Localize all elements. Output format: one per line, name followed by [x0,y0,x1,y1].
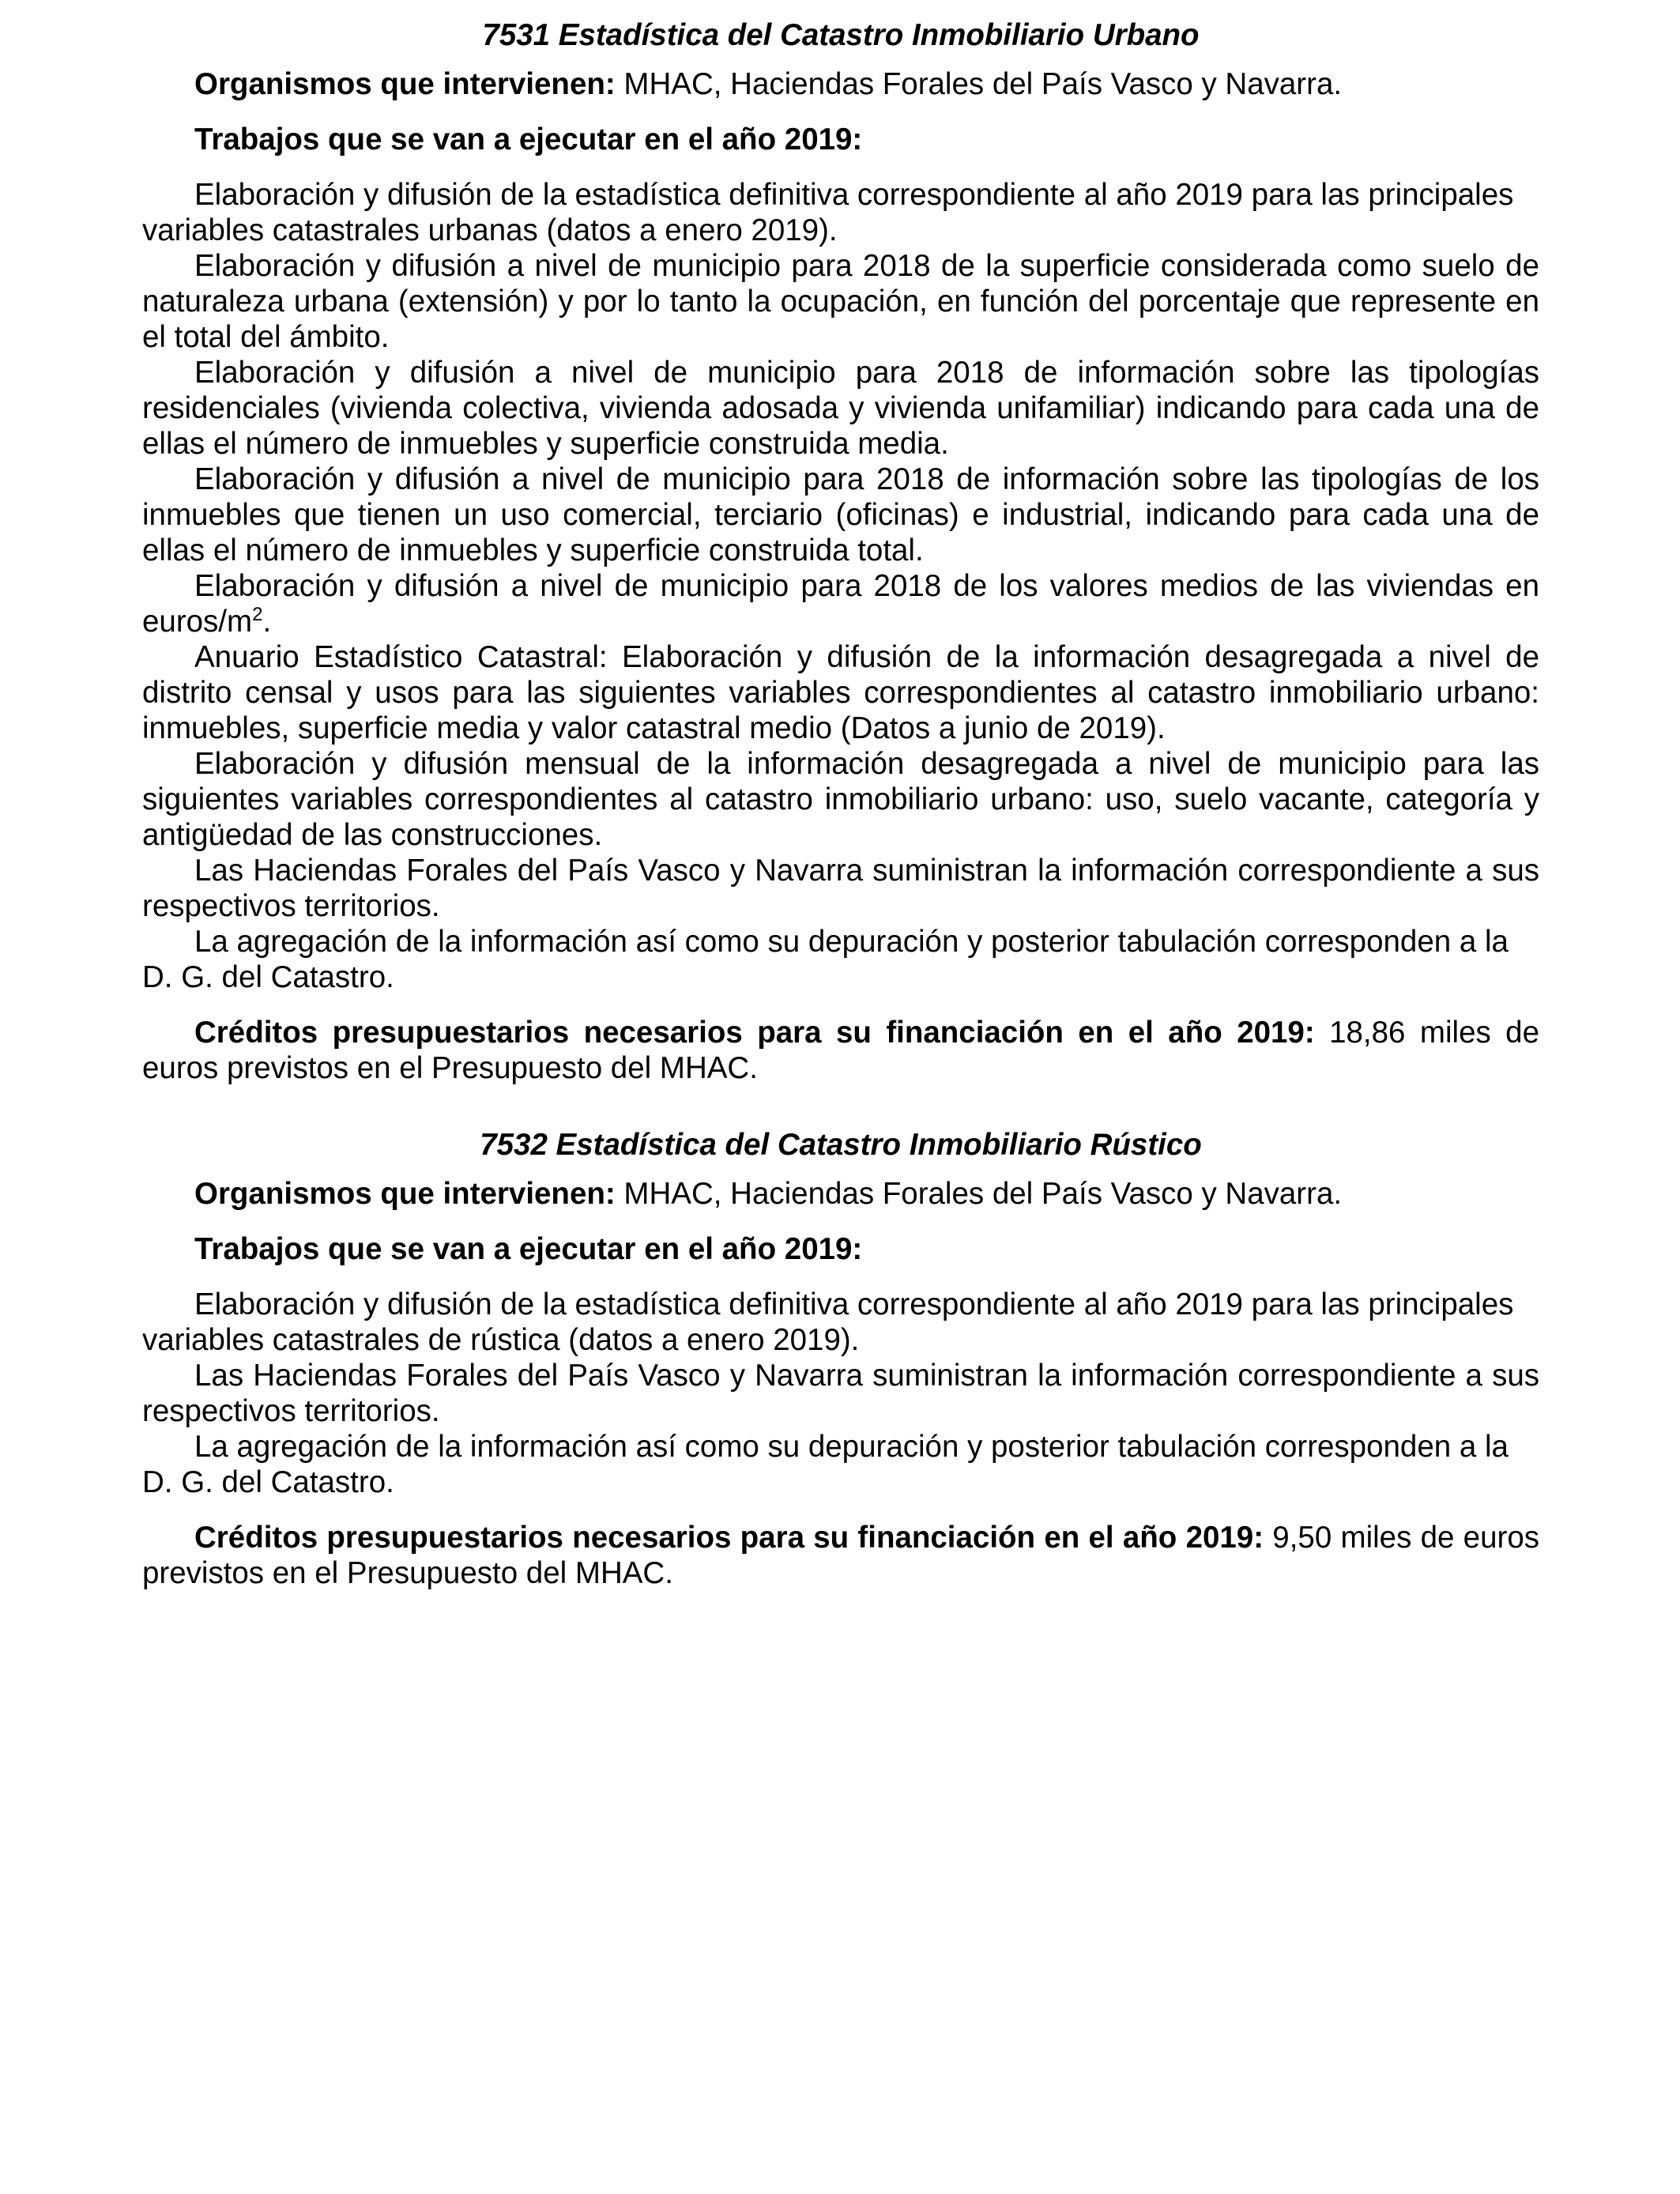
creditos-value: 9,50 miles de euros previstos en el Presupuesto del MHAC. [142,1521,1539,1590]
section-title: 7531 Estadística del Catastro Inmobiliario Urbano [482,18,1200,52]
trabajo-paragraph-valores [142,568,1539,639]
creditos-line [142,1015,1539,1086]
trabajos-heading [142,1231,1539,1267]
organismos-value: MHAC, Haciendas Forales del País Vasco y Navarra. [615,1177,1343,1211]
valores-end: . [262,605,272,639]
creditos-value: 18,86 miles de euros previstos en el Presupuesto del MHAC. [142,1016,1539,1085]
trabajo-paragraph: Elaboración y difusión a nivel de municipio para 2018 de información sobre las tipologías de los inmuebles que tienen un uso comercial, terciario (oficinas) e industrial, indicando para cada una de ellas el número de inmuebles y superficie construida total. [142,462,1539,567]
organismos-label: Organismos que intervienen: [194,67,616,101]
section-7531 [142,16,1539,1086]
trabajo-paragraph: Elaboración y difusión de la estadística definitiva correspondiente al año 2019 para las principales variables catastrales urbanas (datos a enero 2019). [142,178,1514,247]
trabajo-paragraph: Anuario Estadístico Catastral: Elaboración y difusión de la información desagregada a nivel de distrito censal y usos para las siguientes variables correspondientes al catastro inmobiliario urbano: inmuebles, superficie media y valor catastral medio (Datos a junio de 2019). [142,640,1539,745]
trabajo-paragraph: Elaboración y difusión a nivel de municipio para 2018 de la superficie considerada como suelo de naturaleza urbana (extensión) y por lo tanto la ocupación, en función del porcentaje que represente en el total del ámbito. [142,249,1539,354]
organismos-line [142,66,1539,102]
trabajos-label: Trabajos que se van a ejecutar en el año 2019: [194,123,863,156]
section-7532 [142,1125,1539,1591]
organismos-value: MHAC, Haciendas Forales del País Vasco y Navarra. [615,67,1343,101]
trabajo-paragraph: Las Haciendas Forales del País Vasco y Navarra suministran la información correspondiente a sus respectivos territorios. [142,854,1539,923]
trabajo-paragraph: Elaboración y difusión de la estadística definitiva correspondiente al año 2019 para las principales variables catastrales de rústica (datos a enero 2019). [142,1287,1514,1357]
trabajo-paragraph: Las Haciendas Forales del País Vasco y Navarra suministran la información correspondiente a sus respectivos territorios. [142,1359,1539,1428]
trabajo-paragraph: Elaboración y difusión mensual de la información desagregada a nivel de municipio para las siguientes variables correspondientes al catastro inmobiliario urbano: uso, suelo vacante, categoría y antigüedad de las construcciones. [142,747,1539,852]
trabajos-list [142,177,1539,995]
trabajos-heading [142,122,1539,157]
trabajo-paragraph: Elaboración y difusión a nivel de municipio para 2018 de información sobre las tipologías residenciales (vivienda colectiva, vivienda adosada y vivienda unifamiliar) indicando para cada una de ellas el número de inmuebles y superficie construida media. [142,356,1539,461]
section-title: 7532 Estadística del Catastro Inmobiliario Rústico [480,1128,1202,1162]
valores-superscript: 2 [252,604,263,626]
creditos-line [142,1520,1539,1591]
trabajo-paragraph: La agregación de la información así como su depuración y posterior tabulación corresponden a la D. G. del Catastro. [142,925,1509,994]
trabajos-list [142,1287,1539,1500]
creditos-label: Créditos presupuestarios necesarios para su financiación en el año 2019: [194,1521,1264,1555]
document-page [142,16,1539,1591]
creditos-label: Créditos presupuestarios necesarios para su financiación en el año 2019: [194,1016,1315,1050]
trabajos-label: Trabajos que se van a ejecutar en el año 2019: [194,1232,863,1266]
organismos-label: Organismos que intervienen: [194,1177,616,1211]
trabajo-paragraph: La agregación de la información así como su depuración y posterior tabulación corresponden a la D. G. del Catastro. [142,1430,1509,1499]
valores-text: Elaboración y difusión a nivel de municipio para 2018 de los valores medios de las viviendas en euros/m [142,569,1539,639]
organismos-line [142,1176,1539,1212]
